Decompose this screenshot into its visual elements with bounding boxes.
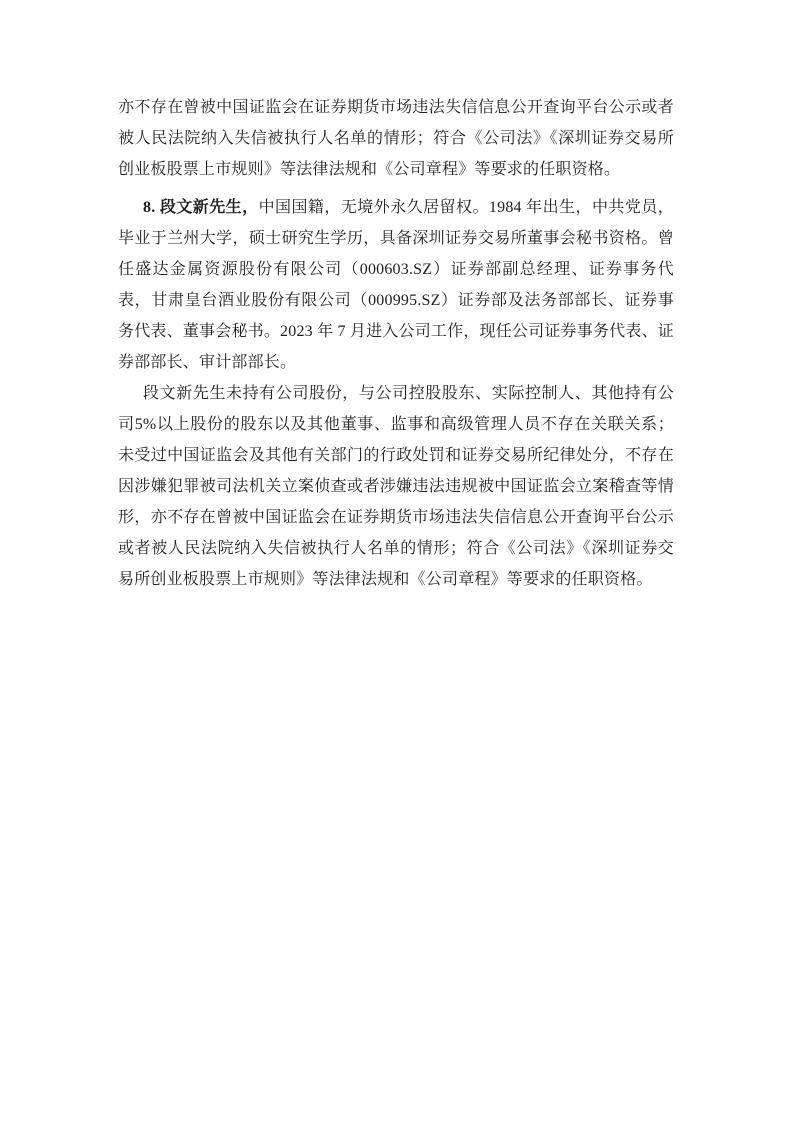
- paragraph-bio-duan-wenxin: [118, 192, 674, 378]
- paragraph-relationship-statement: 段文新先生未持有公司股份，与公司控股股东、实际控制人、其他持有公司5%以上股份的股东以及其他董事、监事和高级管理人员不存在关联关系；未受过中国证监会及其他有关部门的行政处罚和证券交易所纪律处分，不存在因涉嫌犯罪被司法机关立案侦查或者涉嫌违法违规被中国证监会立案稽查等情形，亦不存在曾被中国证监会在证券期货市场违法失信信息公开查询平台公示或者被人民法院纳入失信被执行人名单的情形；符合《公司法》《深圳证券交易所创业板股票上市规则》等法律法规和《公司章程》等要求的任职资格。: [118, 385, 674, 588]
- bio-body-text: 中国国籍，无境外永久居留权。1984 年出生，中共党员，毕业于兰州大学，硕士研究生学历，具备深圳证券交易所董事会秘书资格。曾任盛达金属资源股份有限公司（000603.SZ）证券部副总经理、证券事务代表，甘肃皇台酒业股份有限公司（000995.SZ）证券部及法务部部长、证券事务代表、董事会秘书。2023 年 7 月进入公司工作，现任公司证券事务代表、证券部部长、审计部部长。: [118, 199, 674, 371]
- person-name-bold-lead: 8. 段文新先生，: [143, 199, 259, 216]
- paragraph-qualification-continued: 亦不存在曾被中国证监会在证券期货市场违法失信信息公开查询平台公示或者被人民法院纳入失信被执行人名单的情形；符合《公司法》《深圳证券交易所创业板股票上市规则》等法律法规和《公司章程》等要求的任职资格。: [118, 99, 674, 178]
- document-text-block: [118, 92, 674, 595]
